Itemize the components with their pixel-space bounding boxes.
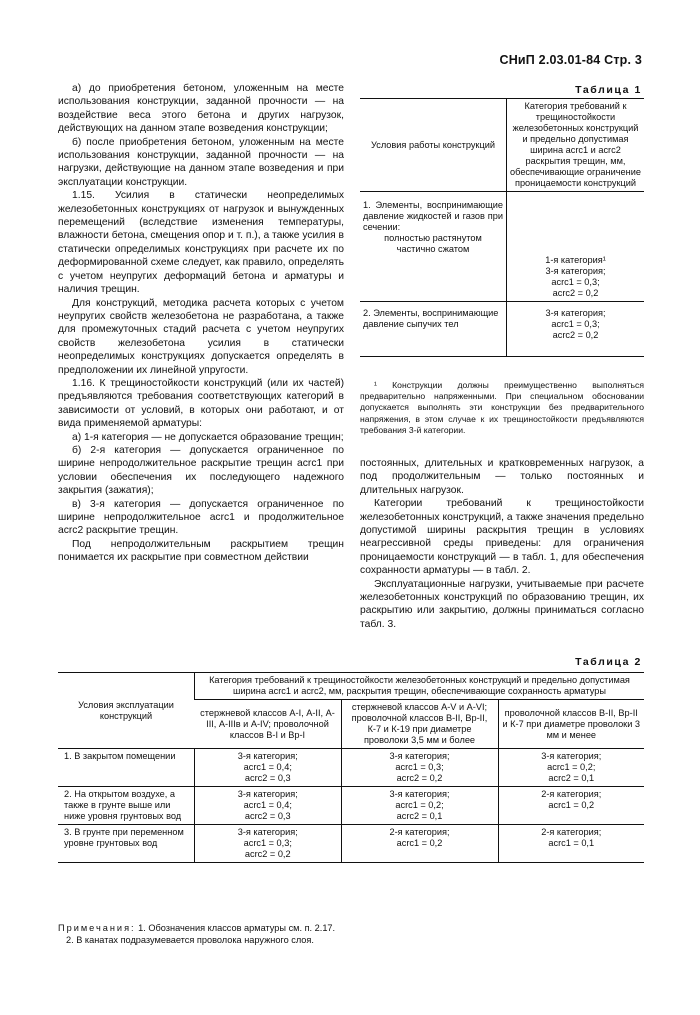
cell-line: acrc2 = 0,3 <box>244 773 291 783</box>
table1-caption: Таблица 1 <box>575 84 642 96</box>
requirement-text: 3-я категория; <box>545 308 606 318</box>
table2-head-conditions: Условия эксплуатации конструкций <box>58 673 195 749</box>
cell-line: acrc2 = 0,3 <box>244 811 291 821</box>
note-line <box>58 922 644 934</box>
table2-notes <box>58 922 644 946</box>
table1-row2-requirements <box>507 302 645 357</box>
requirement-text: 1-я категория¹ <box>545 255 606 265</box>
table2-cell <box>341 787 498 825</box>
paragraph: а) до приобретения бетоном, уложенным на месте использования конструкции, заданной прочности — на воздействие веса этого бетона и других нагрузок, действующих на данном этапе возведения конструкции; <box>58 83 344 135</box>
table1-row2-conditions <box>360 302 507 357</box>
table2 <box>58 672 644 863</box>
paragraph: постоянных, длительных и кратковременных нагрузок, а под продолжительным — только постоянных и длительных нагрузок. <box>360 458 644 496</box>
footnote-text: ¹ Конструкции должны преимущественно выполняться предварительно напряженными. При специальном обосновании допускается выполнять эти конструкции без предварительного напряжения, в этом случае к их трещиностойкости предъявляются требования 3-й категории. <box>360 380 644 435</box>
cell-line: acrc1 = 0,4; <box>243 762 292 772</box>
cell-line: acrc2 = 0,1 <box>548 773 595 783</box>
cell-line: acrc1 = 0,2; <box>395 800 444 810</box>
cell-line: acrc1 = 0,3; <box>243 838 292 848</box>
condition-text: 2. Элементы, воспринимающие давление сыпучих тел <box>363 308 499 329</box>
table2-cell <box>498 749 644 787</box>
table2-subhead: проволочной классов В-II, Вр-II и К-7 при диаметре проволоки 3 мм и менее <box>498 700 644 749</box>
cell-line: acrc1 = 0,1 <box>548 838 595 848</box>
cell-line: 3-я категория; <box>237 751 298 761</box>
table1-footnote <box>360 380 644 436</box>
condition-text: частично сжатом <box>396 244 470 254</box>
table2-condition: 2. На открытом воздухе, а также в грунте выше или ниже уровня грунтовых вод <box>58 787 195 825</box>
left-column <box>58 82 344 565</box>
table2-head-main: Категория требований к трещиностойкости железобетонных конструкций и предельно допустимая ширина acrc1 и acrc2, мм, раскрытия трещин, обеспечивающие сохранность арматуры <box>195 673 645 700</box>
paragraph: в) 3-я категория — допускается ограниченное по ширине непродолжительное acrc1 и продолжительное acrc2 раскрытие трещин. <box>58 498 344 537</box>
cell-line: acrc1 = 0,2; <box>547 762 596 772</box>
table1-head-conditions: Условия работы конструкций <box>360 99 507 192</box>
table2-caption: Таблица 2 <box>575 656 642 668</box>
table2-cell <box>195 787 342 825</box>
paragraph: Категории требований к трещиностойкости железобетонных конструкций, а также значения предельно допустимой ширины раскрытия трещин в условиях неагрессивной среды приведены: для ограничения проницаемости конструкций — в табл. 1, для обеспечения сохранности арматуры — в табл. 2. <box>360 498 644 577</box>
cell-line: acrc1 = 0,2 <box>396 838 443 848</box>
table2-cell <box>195 749 342 787</box>
table1-row1-requirements <box>507 192 645 302</box>
table2-condition: 1. В закрытом помещении <box>58 749 195 787</box>
table2-cell <box>341 749 498 787</box>
table2-condition: 3. В грунте при переменном уровне грунтовых вод <box>58 825 195 863</box>
table1 <box>360 98 644 357</box>
table2-subhead: стержневой классов А-V и А-VI; проволочной классов В-II, Вр-II, К-7 и К-19 при диаметре проволоки 3,5 мм и более <box>341 700 498 749</box>
cell-line: 3-я категория; <box>541 751 602 761</box>
table2-cell <box>195 825 342 863</box>
paragraph: Под непродолжительным раскрытием трещин понимается их раскрытие при совместном действии <box>58 538 344 564</box>
cell-line: acrc2 = 0,1 <box>396 811 443 821</box>
page-header: СНиП 2.03.01-84 Стр. 3 <box>499 53 642 67</box>
paragraph: б) 2-я категория — допускается ограниченное по ширине непродолжительное раскрытие трещин acrc1 при условии обеспечения их последующего надежного закрытия (зажатия); <box>58 444 344 497</box>
cell-line: acrc1 = 0,2 <box>548 800 595 810</box>
requirement-text: acrc2 = 0,2 <box>552 330 599 340</box>
paragraph: Эксплуатационные нагрузки, учитываемые при расчете железобетонных конструкций по образованию трещин, их раскрытию или закрытию, должны приниматься согласно табл. 3. <box>360 578 644 630</box>
table1-head-requirements: Категория требований к трещиностойкости железобетонных конструкций и предельно допустимая ширина acrc1 и acrc2 раскрытия трещин, мм, обеспечивающие ограничение проницаемости конструкций <box>507 99 645 192</box>
requirement-text: acrc1 = 0,3; <box>551 319 600 329</box>
requirement-text: acrc2 = 0,2 <box>552 288 599 298</box>
requirement-text: acrc1 = 0,3; <box>551 277 600 287</box>
condition-text: 1. Элементы, воспринимающие давление жидкостей и газов при сечении: <box>363 200 503 232</box>
note-line <box>58 934 644 946</box>
requirement-text: 3-я категория; <box>545 266 606 276</box>
table2-cell <box>341 825 498 863</box>
condition-text: полностью растянутом <box>384 233 482 243</box>
cell-line: 2-я категория; <box>541 827 602 837</box>
table2-cell <box>498 825 644 863</box>
cell-line: 3-я категория; <box>237 789 298 799</box>
cell-line: 3-я категория; <box>389 789 450 799</box>
cell-line: acrc1 = 0,3; <box>395 762 444 772</box>
cell-line: 3-я категория; <box>389 751 450 761</box>
table2-cell <box>498 787 644 825</box>
paragraph: 1.16. К трещиностойкости конструкций (или их частей) предъявляются требования соответствующих категорий в зависимости от условий, в которых они работают, и от вида применяемой арматуры: <box>58 377 344 430</box>
table1-row1-conditions <box>360 192 507 302</box>
cell-line: acrc1 = 0,4; <box>243 800 292 810</box>
note-text: 2. В канатах подразумевается проволока наружного слоя. <box>66 935 314 945</box>
paragraph: а) 1-я категория — не допускается образование трещин; <box>72 431 344 443</box>
cell-line: 3-я категория; <box>237 827 298 837</box>
cell-line: 2-я категория; <box>541 789 602 799</box>
note-text: 1. Обозначения классов арматуры см. п. 2.17. <box>138 923 336 933</box>
paragraph: б) после приобретения бетоном, уложенным на месте использования конструкции, заданной прочности — на нагрузки, действующие на данном этапе возведения и при эксплуатации конструкции. <box>58 136 344 188</box>
paragraph: Для конструкций, методика расчета которых с учетом неупругих свойств железобетона не разработана, а также для промежуточных стадий расчета с учетом неупругих свойств железобетона усилия в статически неопределимых конструкциях допускается определять в предположении их линейной упругости. <box>58 297 344 376</box>
right-column <box>360 457 644 631</box>
notes-label: Примечания: <box>58 923 136 933</box>
cell-line: acrc2 = 0,2 <box>396 773 443 783</box>
table2-subhead: стержневой классов А-I, А-II, А-III, А-IIIв и А-IV; проволочной классов В-I и Вр-I <box>195 700 342 749</box>
cell-line: acrc2 = 0,2 <box>244 849 291 859</box>
cell-line: 2-я категория; <box>389 827 450 837</box>
paragraph: 1.15. Усилия в статически неопределимых железобетонных конструкциях от нагрузок и вынужденных перемещений (вследствие изменения температуры, влажности бетона, смещения опор и т. п.), а также усилия в статически определимых конструкциях при расчете их по деформированной схеме следует, как правило, определять с учетом неупругих деформаций бетона и арматуры и наличия трещин. <box>58 190 344 296</box>
